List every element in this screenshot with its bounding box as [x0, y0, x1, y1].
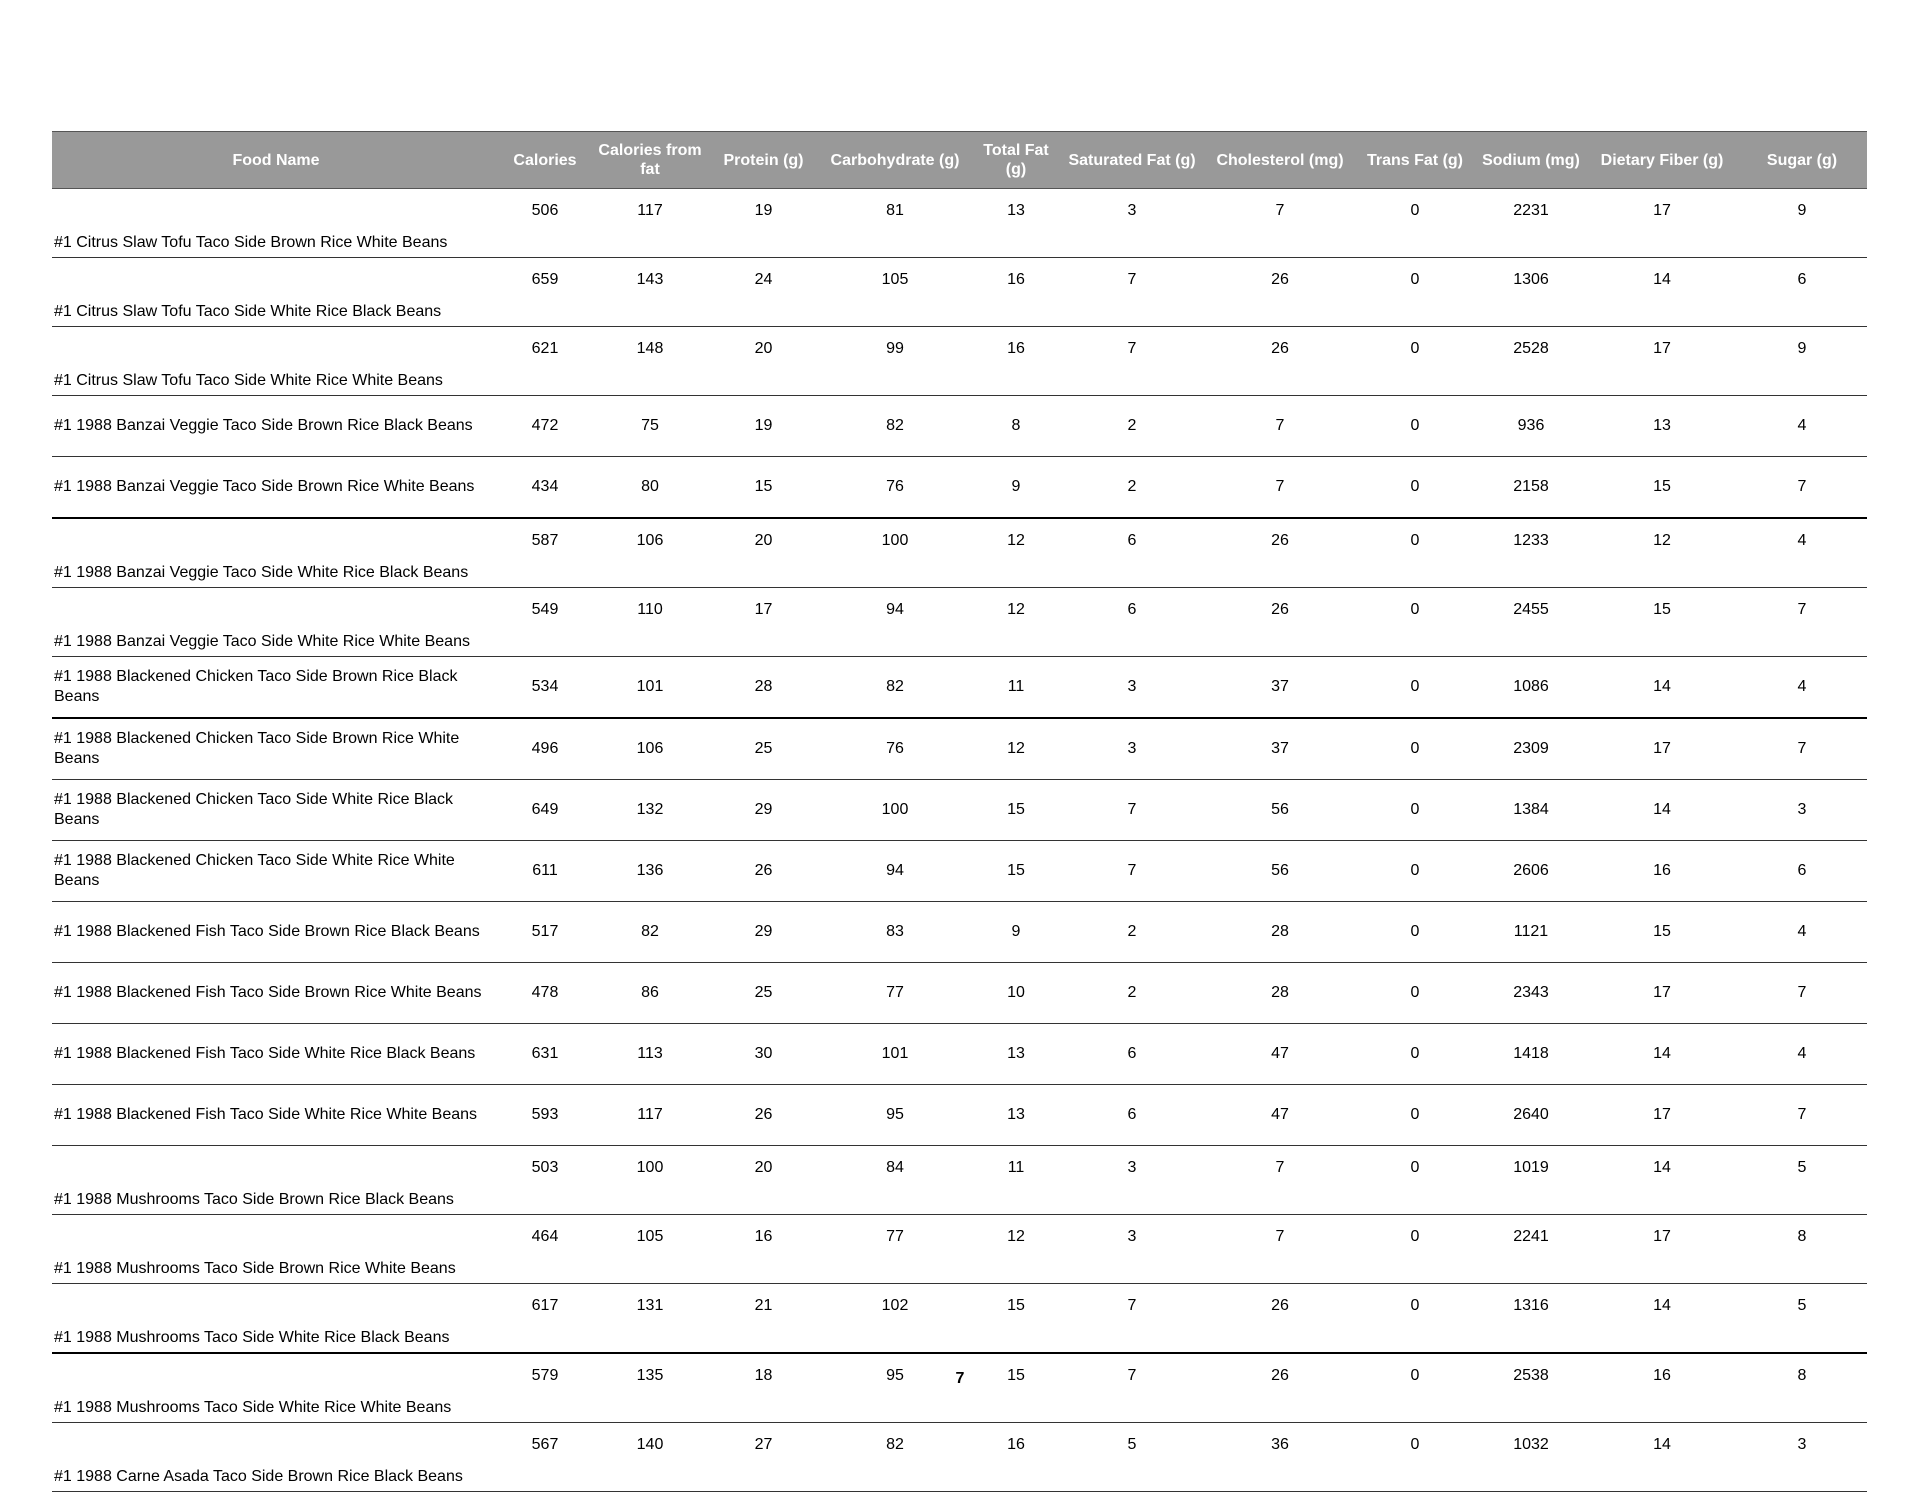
page-number: 7 [955, 1370, 965, 1387]
table-row [52, 902, 1867, 963]
cell-dietary-fiber: 17 [1587, 1215, 1737, 1284]
cell-total-fat: 11 [973, 1146, 1059, 1215]
cell-dietary-fiber: 12 [1587, 518, 1737, 588]
cell-cholesterol: 7 [1205, 396, 1355, 457]
header-calories: Calories [500, 132, 590, 189]
cell-sugar: 8 [1737, 1215, 1867, 1284]
cell-cholesterol: 26 [1205, 1284, 1355, 1354]
cell-carbohydrate: 82 [817, 1423, 973, 1492]
nutrition-table [52, 131, 1867, 1492]
cell-calories: 506 [500, 189, 590, 258]
cell-cholesterol: 28 [1205, 902, 1355, 963]
cell-trans-fat: 0 [1355, 518, 1475, 588]
cell-total-fat: 9 [973, 902, 1059, 963]
header-cholesterol: Cholesterol (mg) [1205, 132, 1355, 189]
header-dietary-fiber: Dietary Fiber (g) [1587, 132, 1737, 189]
cell-total-fat: 13 [973, 189, 1059, 258]
cell-total-fat: 9 [973, 457, 1059, 519]
cell-calories: 567 [500, 1423, 590, 1492]
cell-saturated-fat: 6 [1059, 588, 1205, 657]
cell-protein: 15 [710, 457, 817, 519]
cell-calories-from-fat: 132 [590, 780, 710, 841]
cell-cholesterol: 28 [1205, 963, 1355, 1024]
cell-trans-fat: 0 [1355, 902, 1475, 963]
cell-cholesterol: 7 [1205, 457, 1355, 519]
cell-carbohydrate: 77 [817, 1215, 973, 1284]
cell-total-fat: 12 [973, 1215, 1059, 1284]
cell-sugar: 7 [1737, 588, 1867, 657]
cell-calories-from-fat: 117 [590, 189, 710, 258]
cell-trans-fat: 0 [1355, 963, 1475, 1024]
cell-carbohydrate: 95 [817, 1085, 973, 1146]
cell-trans-fat: 0 [1355, 327, 1475, 396]
cell-trans-fat: 0 [1355, 841, 1475, 902]
cell-calories-from-fat: 140 [590, 1423, 710, 1492]
cell-calories: 534 [500, 657, 590, 719]
cell-saturated-fat: 7 [1059, 841, 1205, 902]
cell-sugar: 6 [1737, 258, 1867, 327]
cell-saturated-fat: 7 [1059, 327, 1205, 396]
cell-protein: 21 [710, 1284, 817, 1354]
cell-food-name: #1 1988 Banzai Veggie Taco Side White Rice White Beans [52, 588, 500, 657]
cell-food-name: #1 1988 Blackened Fish Taco Side White Rice White Beans [52, 1085, 500, 1146]
cell-food-name: #1 1988 Mushrooms Taco Side White Rice Black Beans [52, 1284, 500, 1354]
header-sodium: Sodium (mg) [1475, 132, 1587, 189]
cell-saturated-fat: 6 [1059, 1085, 1205, 1146]
table-row [52, 189, 1867, 258]
cell-protein: 24 [710, 258, 817, 327]
cell-trans-fat: 0 [1355, 1085, 1475, 1146]
cell-carbohydrate: 76 [817, 718, 973, 780]
cell-food-name: #1 1988 Blackened Chicken Taco Side White Rice Black Beans [52, 780, 500, 841]
cell-sugar: 3 [1737, 780, 1867, 841]
table-row [52, 963, 1867, 1024]
cell-sugar: 4 [1737, 902, 1867, 963]
cell-food-name: #1 1988 Blackened Chicken Taco Side Brown Rice White Beans [52, 718, 500, 780]
cell-dietary-fiber: 15 [1587, 457, 1737, 519]
cell-trans-fat: 0 [1355, 1353, 1475, 1423]
cell-food-name: #1 Citrus Slaw Tofu Taco Side White Rice White Beans [52, 327, 500, 396]
cell-calories: 611 [500, 841, 590, 902]
cell-food-name: #1 1988 Blackened Fish Taco Side Brown Rice White Beans [52, 963, 500, 1024]
cell-dietary-fiber: 13 [1587, 396, 1737, 457]
table-header [52, 132, 1867, 189]
table-row [52, 657, 1867, 719]
cell-food-name: #1 1988 Mushrooms Taco Side White Rice White Beans [52, 1353, 500, 1423]
cell-sugar: 7 [1737, 963, 1867, 1024]
cell-protein: 20 [710, 1146, 817, 1215]
cell-dietary-fiber: 14 [1587, 780, 1737, 841]
cell-sodium: 2158 [1475, 457, 1587, 519]
table-row [52, 327, 1867, 396]
cell-sodium: 1384 [1475, 780, 1587, 841]
cell-trans-fat: 0 [1355, 657, 1475, 719]
cell-calories: 464 [500, 1215, 590, 1284]
cell-sodium: 1086 [1475, 657, 1587, 719]
cell-sugar: 8 [1737, 1353, 1867, 1423]
cell-calories: 587 [500, 518, 590, 588]
table-row [52, 457, 1867, 519]
cell-sodium: 1306 [1475, 258, 1587, 327]
header-row [52, 132, 1867, 189]
cell-total-fat: 15 [973, 1284, 1059, 1354]
cell-calories-from-fat: 101 [590, 657, 710, 719]
cell-saturated-fat: 7 [1059, 1353, 1205, 1423]
cell-food-name: #1 1988 Banzai Veggie Taco Side Brown Rice White Beans [52, 457, 500, 519]
cell-sugar: 7 [1737, 1085, 1867, 1146]
cell-carbohydrate: 82 [817, 657, 973, 719]
table-row [52, 588, 1867, 657]
cell-cholesterol: 47 [1205, 1085, 1355, 1146]
cell-protein: 16 [710, 1215, 817, 1284]
cell-dietary-fiber: 17 [1587, 327, 1737, 396]
cell-sodium: 1316 [1475, 1284, 1587, 1354]
cell-dietary-fiber: 14 [1587, 1284, 1737, 1354]
cell-sodium: 1019 [1475, 1146, 1587, 1215]
cell-sugar: 7 [1737, 718, 1867, 780]
cell-dietary-fiber: 15 [1587, 588, 1737, 657]
cell-dietary-fiber: 17 [1587, 963, 1737, 1024]
cell-calories: 434 [500, 457, 590, 519]
cell-cholesterol: 47 [1205, 1024, 1355, 1085]
cell-saturated-fat: 7 [1059, 258, 1205, 327]
cell-carbohydrate: 76 [817, 457, 973, 519]
cell-saturated-fat: 7 [1059, 780, 1205, 841]
cell-calories-from-fat: 113 [590, 1024, 710, 1085]
cell-trans-fat: 0 [1355, 1215, 1475, 1284]
cell-total-fat: 13 [973, 1024, 1059, 1085]
cell-protein: 26 [710, 841, 817, 902]
cell-trans-fat: 0 [1355, 396, 1475, 457]
cell-dietary-fiber: 14 [1587, 657, 1737, 719]
table-row [52, 718, 1867, 780]
cell-cholesterol: 56 [1205, 841, 1355, 902]
cell-calories-from-fat: 100 [590, 1146, 710, 1215]
cell-calories-from-fat: 131 [590, 1284, 710, 1354]
cell-dietary-fiber: 16 [1587, 841, 1737, 902]
cell-carbohydrate: 95 [817, 1353, 973, 1423]
cell-calories: 593 [500, 1085, 590, 1146]
cell-dietary-fiber: 17 [1587, 189, 1737, 258]
cell-total-fat: 10 [973, 963, 1059, 1024]
cell-sugar: 9 [1737, 189, 1867, 258]
table-row [52, 518, 1867, 588]
cell-calories-from-fat: 136 [590, 841, 710, 902]
cell-cholesterol: 7 [1205, 1146, 1355, 1215]
cell-calories: 496 [500, 718, 590, 780]
cell-calories-from-fat: 75 [590, 396, 710, 457]
cell-trans-fat: 0 [1355, 457, 1475, 519]
cell-trans-fat: 0 [1355, 588, 1475, 657]
header-sugar: Sugar (g) [1737, 132, 1867, 189]
cell-dietary-fiber: 15 [1587, 902, 1737, 963]
cell-saturated-fat: 2 [1059, 963, 1205, 1024]
cell-dietary-fiber: 17 [1587, 1085, 1737, 1146]
cell-trans-fat: 0 [1355, 189, 1475, 258]
cell-cholesterol: 26 [1205, 518, 1355, 588]
cell-cholesterol: 37 [1205, 657, 1355, 719]
cell-trans-fat: 0 [1355, 1423, 1475, 1492]
cell-protein: 17 [710, 588, 817, 657]
cell-cholesterol: 36 [1205, 1423, 1355, 1492]
cell-total-fat: 15 [973, 780, 1059, 841]
cell-cholesterol: 26 [1205, 588, 1355, 657]
cell-cholesterol: 37 [1205, 718, 1355, 780]
cell-food-name: #1 Citrus Slaw Tofu Taco Side White Rice Black Beans [52, 258, 500, 327]
cell-total-fat: 12 [973, 718, 1059, 780]
cell-sodium: 2309 [1475, 718, 1587, 780]
cell-total-fat: 8 [973, 396, 1059, 457]
cell-carbohydrate: 81 [817, 189, 973, 258]
cell-protein: 20 [710, 518, 817, 588]
cell-food-name: #1 1988 Mushrooms Taco Side Brown Rice Black Beans [52, 1146, 500, 1215]
cell-carbohydrate: 94 [817, 588, 973, 657]
cell-dietary-fiber: 14 [1587, 1024, 1737, 1085]
cell-carbohydrate: 82 [817, 396, 973, 457]
header-food-name: Food Name [52, 132, 500, 189]
cell-protein: 18 [710, 1353, 817, 1423]
cell-sodium: 936 [1475, 396, 1587, 457]
cell-calories: 649 [500, 780, 590, 841]
cell-carbohydrate: 101 [817, 1024, 973, 1085]
cell-calories-from-fat: 110 [590, 588, 710, 657]
cell-calories-from-fat: 80 [590, 457, 710, 519]
cell-carbohydrate: 99 [817, 327, 973, 396]
cell-sodium: 2231 [1475, 189, 1587, 258]
cell-dietary-fiber: 17 [1587, 718, 1737, 780]
cell-carbohydrate: 102 [817, 1284, 973, 1354]
cell-calories: 659 [500, 258, 590, 327]
cell-trans-fat: 0 [1355, 1146, 1475, 1215]
cell-sodium: 2528 [1475, 327, 1587, 396]
cell-food-name: #1 1988 Mushrooms Taco Side Brown Rice White Beans [52, 1215, 500, 1284]
cell-food-name: #1 1988 Blackened Fish Taco Side White Rice Black Beans [52, 1024, 500, 1085]
cell-protein: 26 [710, 1085, 817, 1146]
cell-calories-from-fat: 135 [590, 1353, 710, 1423]
cell-protein: 30 [710, 1024, 817, 1085]
table-row [52, 780, 1867, 841]
cell-sugar: 5 [1737, 1284, 1867, 1354]
cell-protein: 25 [710, 963, 817, 1024]
cell-sugar: 5 [1737, 1146, 1867, 1215]
cell-dietary-fiber: 14 [1587, 1423, 1737, 1492]
cell-calories-from-fat: 86 [590, 963, 710, 1024]
cell-sugar: 3 [1737, 1423, 1867, 1492]
cell-calories-from-fat: 148 [590, 327, 710, 396]
cell-food-name: #1 1988 Blackened Fish Taco Side Brown Rice Black Beans [52, 902, 500, 963]
cell-carbohydrate: 84 [817, 1146, 973, 1215]
cell-protein: 19 [710, 189, 817, 258]
cell-calories: 621 [500, 327, 590, 396]
cell-saturated-fat: 3 [1059, 657, 1205, 719]
table-row [52, 1284, 1867, 1354]
cell-total-fat: 13 [973, 1085, 1059, 1146]
cell-sugar: 4 [1737, 657, 1867, 719]
table-row [52, 1423, 1867, 1492]
cell-carbohydrate: 77 [817, 963, 973, 1024]
cell-total-fat: 15 [973, 841, 1059, 902]
cell-protein: 19 [710, 396, 817, 457]
table-row [52, 1085, 1867, 1146]
cell-carbohydrate: 100 [817, 518, 973, 588]
cell-sodium: 1032 [1475, 1423, 1587, 1492]
cell-food-name: #1 1988 Banzai Veggie Taco Side White Rice Black Beans [52, 518, 500, 588]
cell-protein: 29 [710, 902, 817, 963]
cell-sodium: 2606 [1475, 841, 1587, 902]
cell-dietary-fiber: 14 [1587, 258, 1737, 327]
cell-cholesterol: 7 [1205, 1215, 1355, 1284]
cell-sodium: 2455 [1475, 588, 1587, 657]
cell-sugar: 7 [1737, 457, 1867, 519]
table-row [52, 1215, 1867, 1284]
cell-saturated-fat: 7 [1059, 1284, 1205, 1354]
table-row [52, 841, 1867, 902]
header-saturated-fat: Saturated Fat (g) [1059, 132, 1205, 189]
cell-protein: 28 [710, 657, 817, 719]
cell-sodium: 1418 [1475, 1024, 1587, 1085]
cell-sugar: 9 [1737, 327, 1867, 396]
cell-sodium: 2538 [1475, 1353, 1587, 1423]
cell-sugar: 6 [1737, 841, 1867, 902]
cell-total-fat: 12 [973, 588, 1059, 657]
table-row [52, 1024, 1867, 1085]
cell-calories-from-fat: 105 [590, 1215, 710, 1284]
cell-trans-fat: 0 [1355, 718, 1475, 780]
cell-cholesterol: 26 [1205, 258, 1355, 327]
cell-total-fat: 16 [973, 327, 1059, 396]
cell-carbohydrate: 94 [817, 841, 973, 902]
cell-food-name: #1 Citrus Slaw Tofu Taco Side Brown Rice White Beans [52, 189, 500, 258]
cell-total-fat: 15 [973, 1353, 1059, 1423]
cell-calories-from-fat: 143 [590, 258, 710, 327]
cell-protein: 27 [710, 1423, 817, 1492]
cell-saturated-fat: 6 [1059, 1024, 1205, 1085]
cell-food-name: #1 1988 Banzai Veggie Taco Side Brown Rice Black Beans [52, 396, 500, 457]
cell-dietary-fiber: 16 [1587, 1353, 1737, 1423]
cell-sodium: 1121 [1475, 902, 1587, 963]
cell-saturated-fat: 3 [1059, 718, 1205, 780]
table-row [52, 1146, 1867, 1215]
cell-carbohydrate: 100 [817, 780, 973, 841]
cell-total-fat: 16 [973, 1423, 1059, 1492]
cell-food-name: #1 1988 Blackened Chicken Taco Side White Rice White Beans [52, 841, 500, 902]
cell-food-name: #1 1988 Carne Asada Taco Side Brown Rice Black Beans [52, 1423, 500, 1492]
cell-calories: 579 [500, 1353, 590, 1423]
cell-trans-fat: 0 [1355, 258, 1475, 327]
cell-carbohydrate: 83 [817, 902, 973, 963]
cell-saturated-fat: 3 [1059, 1215, 1205, 1284]
cell-cholesterol: 56 [1205, 780, 1355, 841]
cell-saturated-fat: 5 [1059, 1423, 1205, 1492]
cell-sodium: 2343 [1475, 963, 1587, 1024]
cell-trans-fat: 0 [1355, 1284, 1475, 1354]
header-carbohydrate: Carbohydrate (g) [817, 132, 973, 189]
cell-saturated-fat: 3 [1059, 1146, 1205, 1215]
cell-sodium: 2241 [1475, 1215, 1587, 1284]
cell-sugar: 4 [1737, 518, 1867, 588]
cell-total-fat: 11 [973, 657, 1059, 719]
cell-trans-fat: 0 [1355, 780, 1475, 841]
table-body [52, 189, 1867, 1492]
cell-trans-fat: 0 [1355, 1024, 1475, 1085]
cell-protein: 29 [710, 780, 817, 841]
cell-saturated-fat: 6 [1059, 518, 1205, 588]
cell-calories: 472 [500, 396, 590, 457]
cell-protein: 20 [710, 327, 817, 396]
cell-saturated-fat: 2 [1059, 457, 1205, 519]
cell-calories-from-fat: 106 [590, 518, 710, 588]
table-row [52, 258, 1867, 327]
header-calories-from-fat: Calories from fat [590, 132, 710, 189]
cell-calories: 631 [500, 1024, 590, 1085]
cell-calories: 617 [500, 1284, 590, 1354]
cell-cholesterol: 26 [1205, 327, 1355, 396]
cell-calories-from-fat: 117 [590, 1085, 710, 1146]
cell-cholesterol: 7 [1205, 189, 1355, 258]
cell-total-fat: 16 [973, 258, 1059, 327]
cell-saturated-fat: 2 [1059, 902, 1205, 963]
cell-calories: 503 [500, 1146, 590, 1215]
cell-saturated-fat: 3 [1059, 189, 1205, 258]
cell-calories-from-fat: 106 [590, 718, 710, 780]
cell-cholesterol: 26 [1205, 1353, 1355, 1423]
table-row [52, 396, 1867, 457]
cell-saturated-fat: 2 [1059, 396, 1205, 457]
cell-total-fat: 12 [973, 518, 1059, 588]
header-protein: Protein (g) [710, 132, 817, 189]
cell-calories-from-fat: 82 [590, 902, 710, 963]
cell-sugar: 4 [1737, 1024, 1867, 1085]
cell-sugar: 4 [1737, 396, 1867, 457]
cell-calories: 549 [500, 588, 590, 657]
header-trans-fat: Trans Fat (g) [1355, 132, 1475, 189]
cell-dietary-fiber: 14 [1587, 1146, 1737, 1215]
cell-carbohydrate: 105 [817, 258, 973, 327]
header-total-fat: Total Fat (g) [973, 132, 1059, 189]
cell-sodium: 1233 [1475, 518, 1587, 588]
cell-sodium: 2640 [1475, 1085, 1587, 1146]
cell-calories: 517 [500, 902, 590, 963]
cell-protein: 25 [710, 718, 817, 780]
cell-calories: 478 [500, 963, 590, 1024]
cell-food-name: #1 1988 Blackened Chicken Taco Side Brown Rice Black Beans [52, 657, 500, 719]
